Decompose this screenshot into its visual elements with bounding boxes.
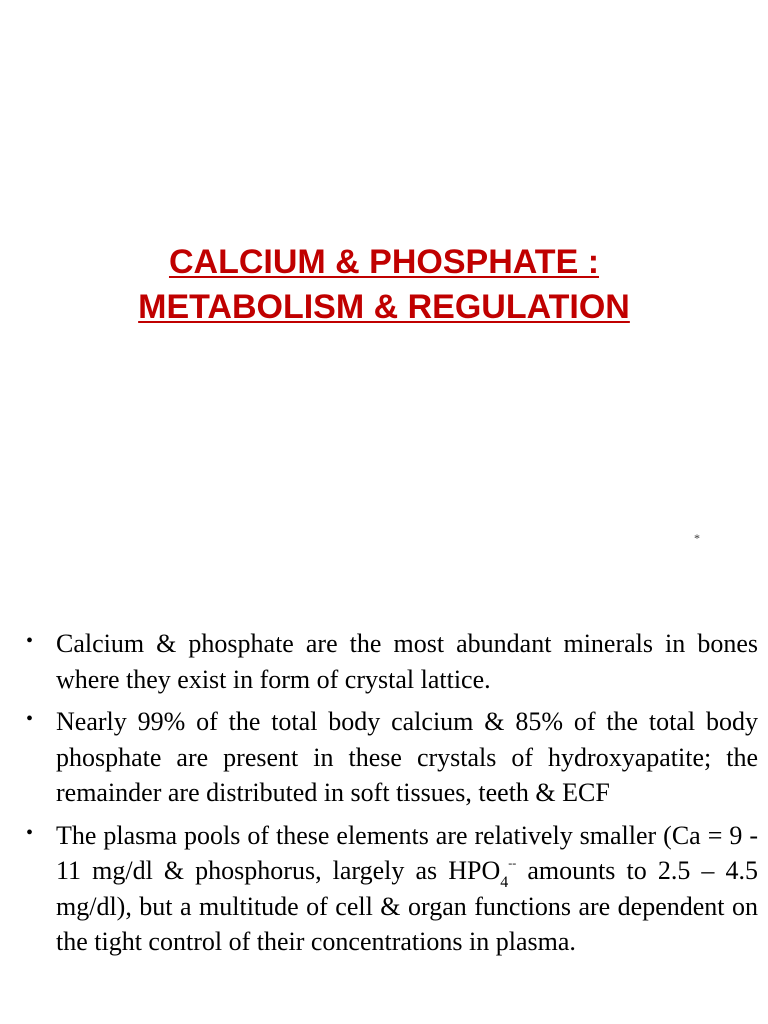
bullet-item [26,818,758,960]
bullet-marker: • [26,821,34,844]
slide-title-line2: METABOLISM & REGULATION [138,288,630,326]
bullet-list [0,626,768,967]
bullet-item [26,626,758,697]
bullet-text-plasma-pools-part2: amounts to 2.5 – 4.5 mg/dl), but a multitude of cell & organ functions are dependent on the tight control of their concentrations in plasma. [56,856,758,956]
bullet-marker: • [26,708,34,730]
hpo4-subscript: 4 [500,874,509,891]
bullet-item [26,704,758,811]
footnote-asterisk: * [694,531,700,545]
bullet-text-plasma-pools-part1: The plasma pools of these elements are relatively smaller (Ca = 9 - 11 mg/dl & phosphorus, largely as HPO [56,820,758,885]
bullet-marker: • [26,630,34,652]
slide-title-line1: CALCIUM & PHOSPHATE : [168,243,600,281]
hpo4-charge-superscript: -- [508,856,517,870]
bullet-text-hydroxyapatite-distribution: Nearly 99% of the total body calcium & 85% of the total body phosphate are present in these crystals of hydroxyapatite; the remainder are distributed in soft tissues, teeth & ECF [56,707,758,807]
bullet-text-calcium-phosphate-abundance: Calcium & phosphate are the most abundant minerals in bones where they exist in form of crystal lattice. [56,629,758,694]
slide-title [0,240,768,330]
